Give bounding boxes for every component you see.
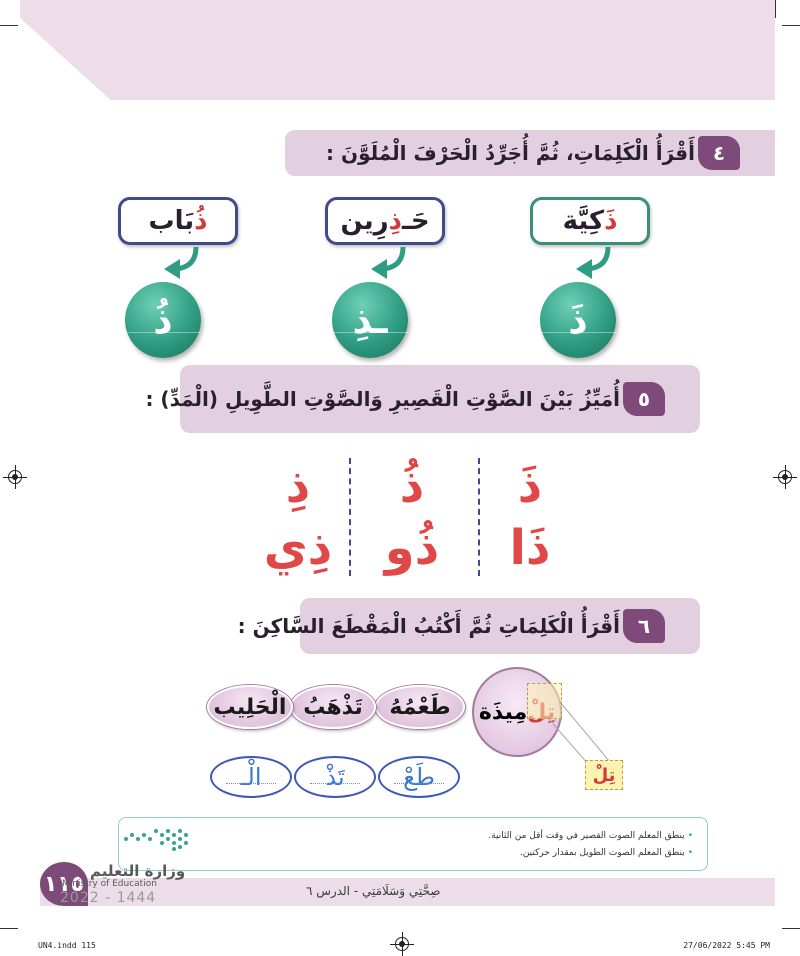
section4-number: ٤ <box>698 136 740 170</box>
syllable-tag-text: تِلْ <box>592 764 616 786</box>
word-oval-1: طَعْمُهُ <box>375 685 465 729</box>
word-2-red-letter: ذِ <box>388 206 402 236</box>
answer-oval-3[interactable] <box>210 756 292 798</box>
word-3-red-letter: ذُ <box>194 206 208 236</box>
letter-ball-2: ـذِ <box>332 282 408 358</box>
registration-mark-right <box>778 470 792 484</box>
trim-mark <box>0 25 18 26</box>
answer-2-text: تَذْ <box>325 763 345 791</box>
lesson-title: صِحَّتِي وَسَلَامَتِي - الدرس ٦ <box>306 884 441 898</box>
edition-year: 2022 - 1444 <box>60 890 157 906</box>
section6-number: ٦ <box>623 609 665 643</box>
word-oval-2: تَذْهَبُ <box>290 685 376 729</box>
long-vowel-3: ذِي <box>263 520 333 576</box>
trim-mark <box>782 928 800 929</box>
slug-date: 27/06/2022 5:45 PM <box>683 941 770 950</box>
short-vowel-1: ذَ <box>517 458 543 514</box>
section5-number: ٥ <box>623 382 665 416</box>
word-box-2 <box>325 197 445 245</box>
note-1: • ينطق المعلم الصوت القصير في وقت أقل من الثانية. <box>488 831 693 841</box>
registration-mark-bottom <box>395 937 409 951</box>
answer-1-text: طَعْ <box>403 763 435 791</box>
answer-oval-2[interactable] <box>294 756 376 798</box>
section5-banner <box>145 365 700 433</box>
arrow-icon <box>355 245 415 285</box>
section6-banner <box>237 598 700 654</box>
page-number: ١١٥ <box>40 862 88 906</box>
ministry-name-english: Ministry of Education <box>62 879 157 889</box>
word-box-3 <box>118 197 238 245</box>
arrow-icon <box>148 245 208 285</box>
slug-file: UN4.indd 115 <box>38 941 96 950</box>
section4-banner <box>285 130 775 176</box>
note-2: • ينطق المعلم الصوت الطويل بمقدار حركتين. <box>520 848 693 858</box>
long-vowel-2: ذُو <box>384 520 440 576</box>
answer-3-text: الْـ <box>240 763 262 791</box>
arrow-icon <box>560 245 620 285</box>
short-vowel-2: ذُ <box>399 458 425 514</box>
trim-mark <box>775 0 776 18</box>
long-vowel-1: ذَا <box>509 520 551 576</box>
letter-ball-3: ذُ <box>125 282 201 358</box>
example-word-rest: مِيذَة <box>478 699 528 725</box>
word-2-rest: رِين <box>340 206 389 236</box>
word-oval-3: الْحَلِيب <box>207 685 293 729</box>
word-box-1 <box>530 197 650 245</box>
word-2-prefix: حَـ <box>401 206 430 236</box>
ministry-logo-icon <box>120 825 192 855</box>
trim-mark <box>782 25 800 26</box>
top-band <box>20 0 775 100</box>
word-1-red-letter: ذَ <box>604 206 618 236</box>
registration-mark-left <box>8 470 22 484</box>
word-1-rest: كِيَّة <box>562 206 605 236</box>
section5-instruction: أُمَيِّزُ بَيْنَ الصَّوْتِ الْقَصِيرِ وَالصَّوْتِ الطَّوِيلِ (الْمَدِّ) : <box>145 387 620 411</box>
syllable-tag <box>585 760 623 790</box>
answer-oval-1[interactable] <box>378 756 460 798</box>
section6-instruction: أَقْرَأُ الْكَلِمَاتِ ثُمَّ أَكْتُبُ الْمَقْطَعَ السَّاكِنَ : <box>237 614 620 638</box>
word-3-rest: بَاب <box>148 206 195 236</box>
trim-mark <box>0 928 18 929</box>
ministry-name-arabic: وزارة التعليم <box>90 862 186 880</box>
section4-instruction: أَقْرَأُ الْكَلِمَاتِ، ثُمَّ أُجَرِّدُ الْحَرْفَ الْمُلَوَّنَ : <box>326 141 695 165</box>
teacher-notes <box>118 817 708 871</box>
letter-ball-1: ذَ <box>540 282 616 358</box>
short-vowel-3: ذِ <box>285 458 311 514</box>
